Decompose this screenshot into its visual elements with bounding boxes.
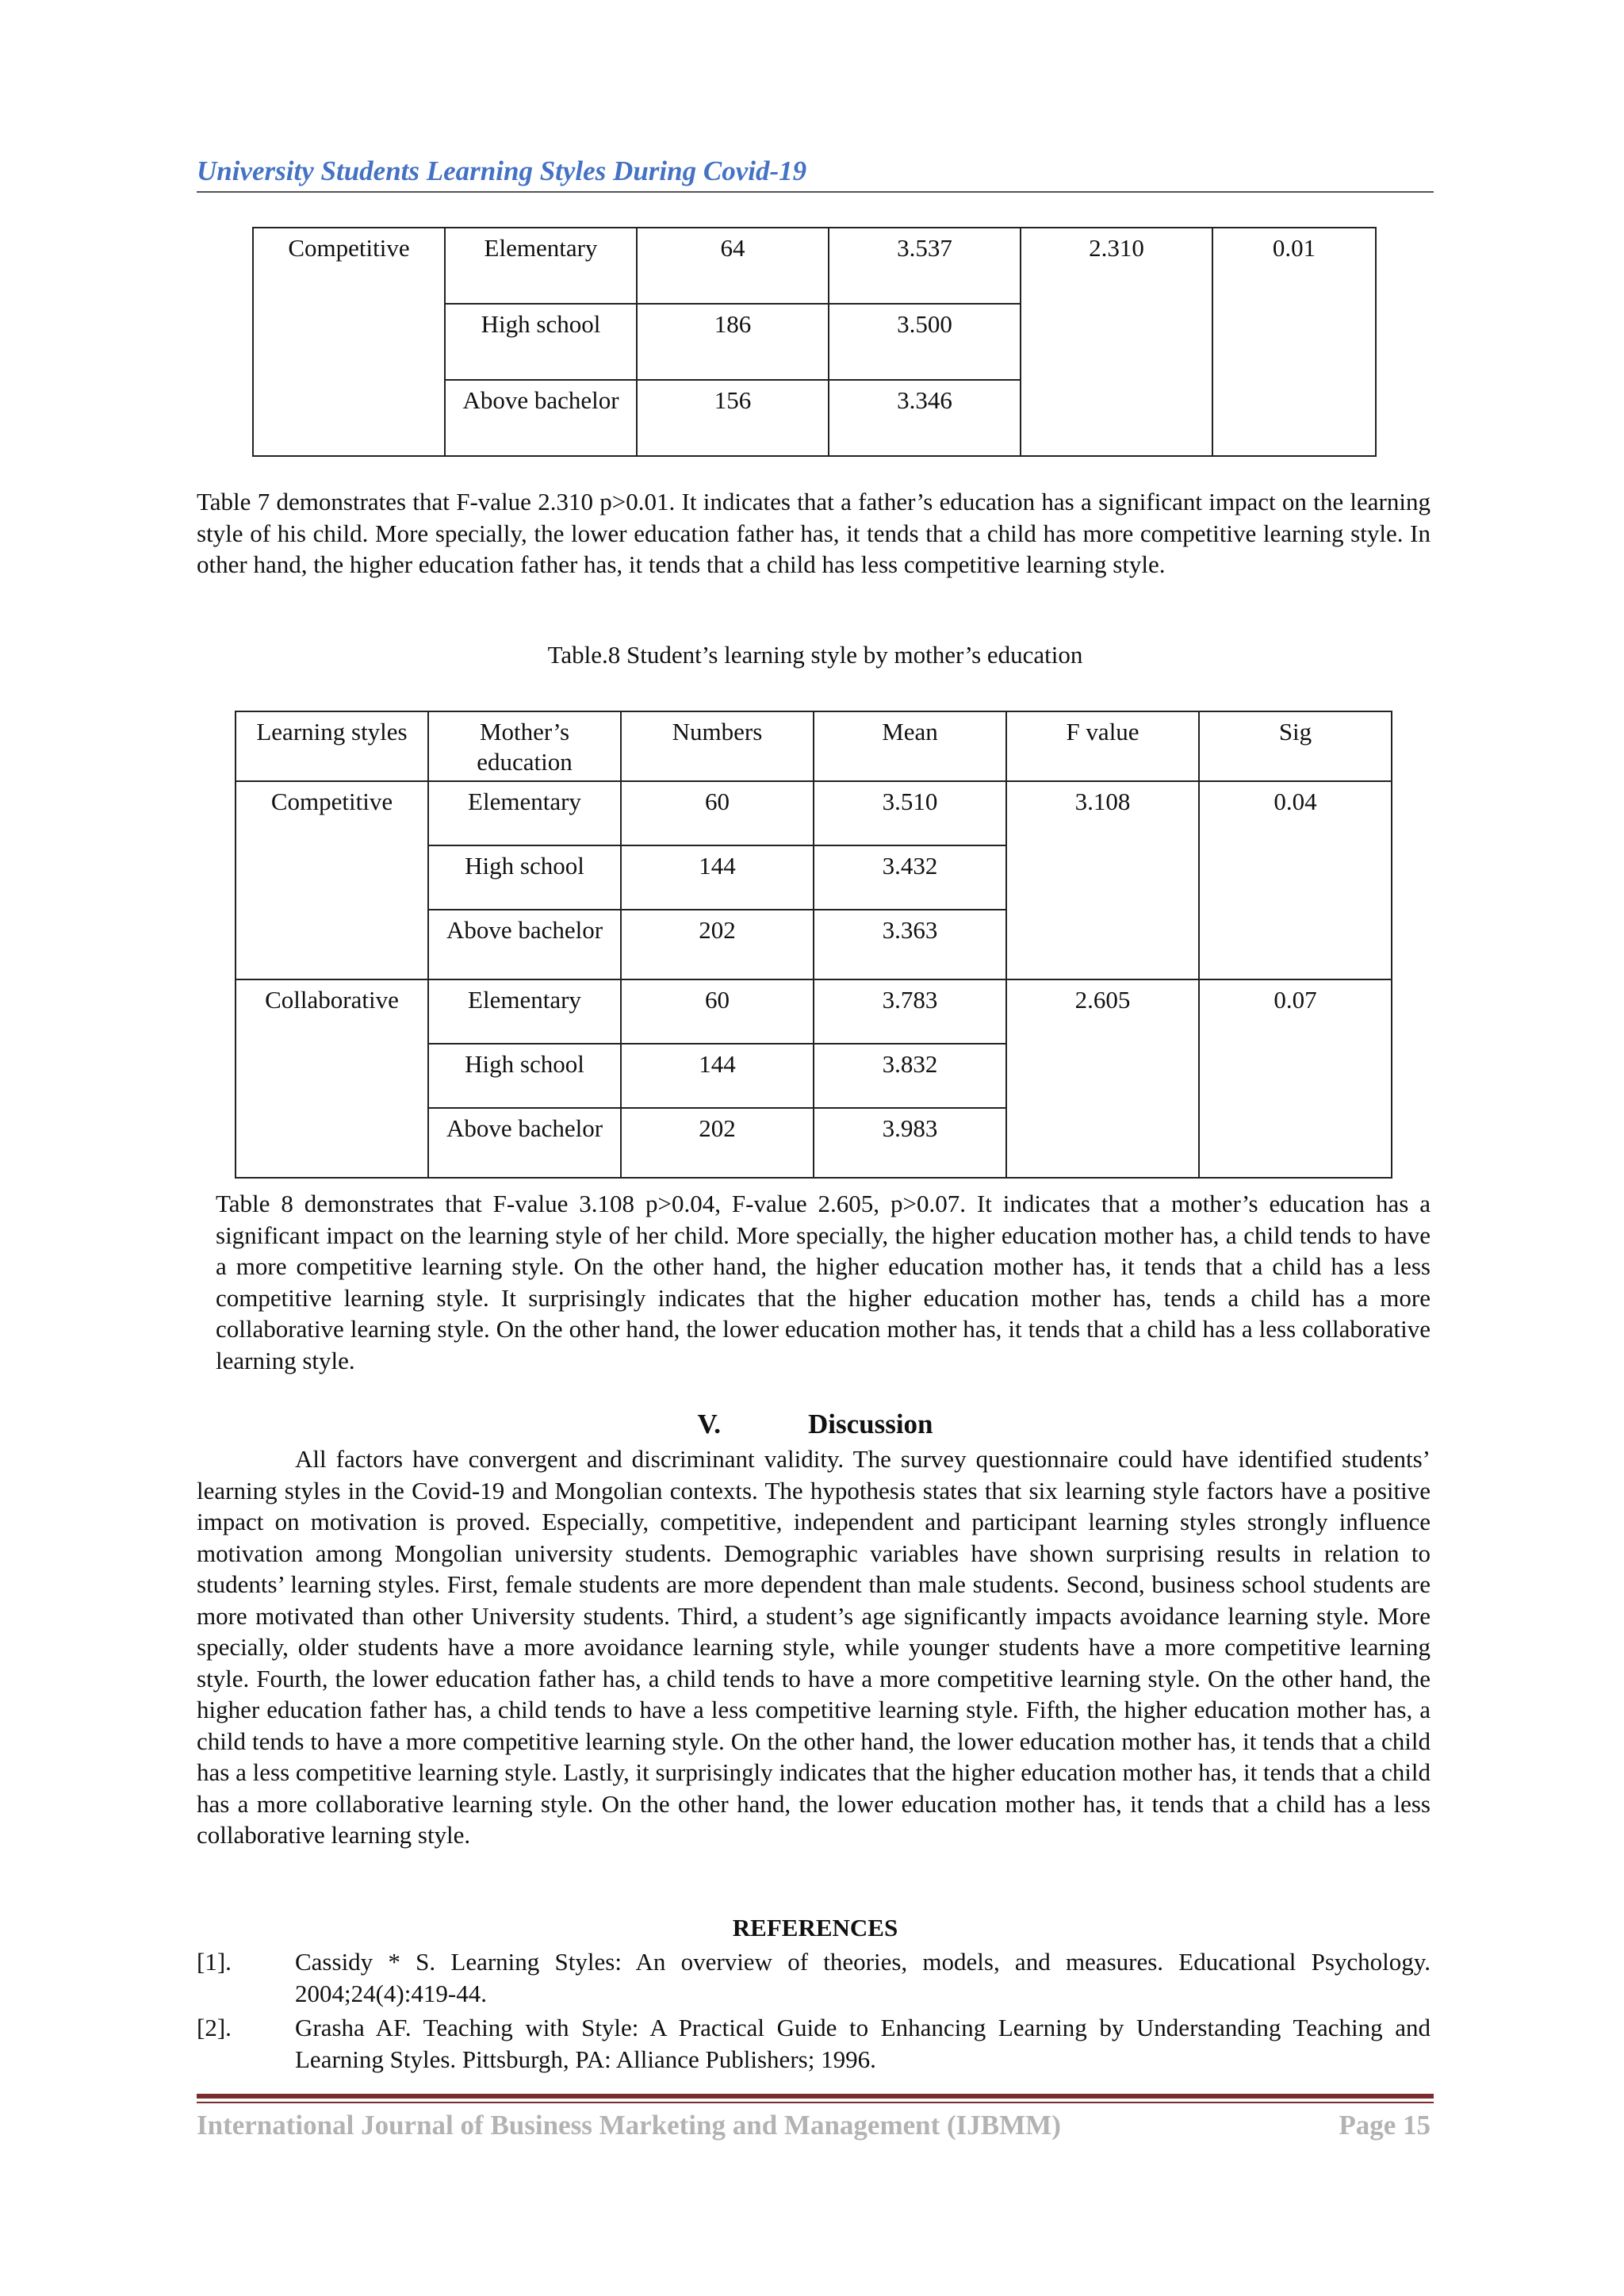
header-cell: Numbers	[621, 711, 814, 781]
education-cell: High school	[428, 1044, 621, 1108]
table-8-discussion: Table 8 demonstrates that F-value 3.108 p>0.04, F-value 2.605, p>0.07. It indicates that a mother’s education has a significant impact on the learning style of her child. More specially, the higher education mother has, a child tends to have a more competitive learning style. On the other hand, the higher education mother has, it tends that a child has a less competitive learning style. It surprisingly indicates that the higher education mother has, tends a child has a more collaborative learning style. On the other hand, the lower education mother has, it tends that a child has a less collaborative learning style.	[216, 1190, 1431, 1374]
numbers-cell: 60	[621, 781, 814, 845]
education-cell: Above bachelor	[445, 380, 637, 456]
mean-cell: 3.983	[814, 1108, 1006, 1178]
f-value-cell: 2.605	[1006, 979, 1199, 1178]
reference-text: Cassidy * S. Learning Styles: An overview of theories, models, and measures. Educational Psychology. 2004;24(4):419-44.	[295, 1948, 1431, 2007]
education-cell: High school	[428, 845, 621, 910]
sig-cell: 0.04	[1199, 781, 1392, 979]
f-value-cell: 3.108	[1006, 781, 1199, 979]
education-cell: Above bachelor	[428, 910, 621, 979]
references-title: REFERENCES	[732, 1914, 898, 1941]
table-8	[235, 711, 1392, 1179]
reference-number: [1].	[197, 1948, 232, 1976]
f-value-cell: 2.310	[1021, 228, 1212, 456]
learning-style-cell: Competitive	[253, 228, 445, 456]
table-row	[236, 979, 1392, 1044]
section-number: V.	[697, 1409, 721, 1439]
section-title: Discussion	[807, 1409, 933, 1439]
education-cell: Elementary	[428, 781, 621, 845]
mean-cell: 3.783	[814, 979, 1006, 1044]
table-row	[253, 228, 1376, 304]
footer-rule-thin	[197, 2102, 1434, 2103]
page-number: Page 15	[1339, 2110, 1431, 2141]
header-rule	[197, 191, 1434, 193]
reference-item	[197, 1946, 1431, 2009]
section-heading	[197, 1409, 1434, 1440]
table-header-row	[236, 711, 1392, 781]
mean-cell: 3.537	[829, 228, 1021, 304]
journal-name: International Journal of Business Marketing and Management (IJBMM)	[197, 2110, 1061, 2141]
numbers-cell: 202	[621, 910, 814, 979]
header-cell: Learning styles	[236, 711, 428, 781]
mean-cell: 3.832	[814, 1044, 1006, 1108]
education-cell: Above bachelor	[428, 1108, 621, 1178]
reference-item	[197, 2012, 1431, 2075]
education-cell: Elementary	[428, 979, 621, 1044]
mean-cell: 3.363	[814, 910, 1006, 979]
reference-number: [2].	[197, 2014, 232, 2041]
header-cell: F value	[1006, 711, 1199, 781]
sig-cell: 0.07	[1199, 979, 1392, 1178]
table-7-discussion: Table 7 demonstrates that F-value 2.310 p>0.01. It indicates that a father’s education has a significant impact on the learning style of his child. More specially, the lower education father has, it tends that a child has more competitive learning style. In other hand, the higher education father has, it tends that a child has less competitive learning style.	[197, 488, 1431, 578]
footer	[197, 2110, 1431, 2141]
discussion-paragraph: All factors have convergent and discriminant validity. The survey questionnaire could have identified students’ learning styles in the Covid-19 and Mongolian contexts. The hypothesis states that six learning style factors have a positive impact on motivation is proved. Especially, competitive, independent and participant learning styles strongly influence motivation among Mongolian university students. Demographic variables have shown surprising results in relation to students’ learning styles. First, female students are more dependent than male students. Second, business school students are more motivated than other University students. Third, a student’s age significantly impacts avoidance learning style. More specially, older students have a more avoidance learning style, while younger students have a more competitive learning style. Fourth, the lower education father has, a child tends to have a more competitive learning style. On the other hand, the higher education father has, a child tends to have a less competitive learning style. Fifth, the higher education mother has, a child tends to have a more competitive learning style. On the other hand, the lower education mother has, it tends that a child has a less competitive learning style. Lastly, it surprisingly indicates that the higher education mother has, it tends that a child has a more collaborative learning style. On the other hand, the lower education mother has, it tends that a child has a less collaborative learning style.	[197, 1445, 1431, 1849]
education-cell: High school	[445, 304, 637, 380]
mean-cell: 3.346	[829, 380, 1021, 456]
learning-style-cell: Collaborative	[236, 979, 428, 1178]
header-cell: Mean	[814, 711, 1006, 781]
header-cell: Sig	[1199, 711, 1392, 781]
mean-cell: 3.500	[829, 304, 1021, 380]
numbers-cell: 144	[621, 1044, 814, 1108]
header-cell: Mother’s education	[428, 711, 621, 781]
mean-cell: 3.510	[814, 781, 1006, 845]
education-cell: Elementary	[445, 228, 637, 304]
numbers-cell: 144	[621, 845, 814, 910]
reference-text: Grasha AF. Teaching with Style: A Practical Guide to Enhancing Learning by Understanding Teaching and Learning Styles. Pittsburgh, PA: Alliance Publishers; 1996.	[295, 2014, 1431, 2073]
numbers-cell: 156	[637, 380, 829, 456]
table-row	[236, 781, 1392, 845]
numbers-cell: 60	[621, 979, 814, 1044]
sig-cell: 0.01	[1212, 228, 1376, 456]
table-8-caption: Table.8 Student’s learning style by mother’s education	[547, 641, 1083, 669]
footer-rule	[197, 2094, 1434, 2099]
mean-cell: 3.432	[814, 845, 1006, 910]
numbers-cell: 64	[637, 228, 829, 304]
numbers-cell: 186	[637, 304, 829, 380]
table-7	[252, 227, 1377, 457]
running-head: University Students Learning Styles During Covid-19	[197, 155, 807, 186]
numbers-cell: 202	[621, 1108, 814, 1178]
learning-style-cell: Competitive	[236, 781, 428, 979]
